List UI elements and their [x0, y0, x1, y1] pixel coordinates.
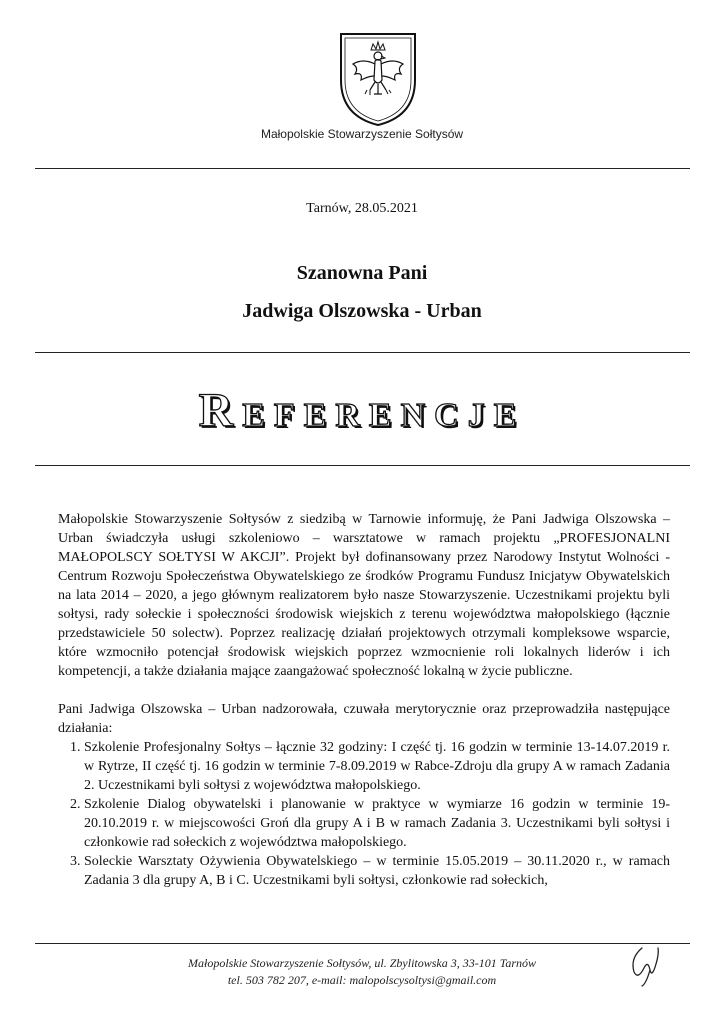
eagle-crest-logo [337, 28, 419, 128]
divider [35, 465, 690, 466]
organization-name: Małopolskie Stowarzyszenie Sołtysów [260, 127, 464, 141]
letter-date: Tarnów, 28.05.2021 [306, 201, 418, 216]
divider [35, 352, 690, 353]
footer-address: Małopolskie Stowarzyszenie Sołtysów, ul. Zbylitowska 3, 33-101 Tarnów [187, 956, 536, 970]
document-title: Referencje [198, 384, 526, 437]
list-item: 2. Szkolenie Dialog obywatelski i planowanie w praktyce w wymiarze 16 godzin w terminie 19-20.10.2019 r. w miejscowości Groń dla grupy A i B w ramach Zadania 3. Uczestnikami byli sołtysi i członkowie rad sołeckich z województwa małopolskiego. [84, 795, 670, 852]
footer-contact: tel. 503 782 207, e-mail: malopolscysoltysi@gmail.com [227, 973, 497, 987]
signature-initials [628, 944, 664, 988]
divider [35, 943, 690, 944]
activities-intro: Pani Jadwiga Olszowska – Urban nadzorowała, czuwała merytorycznie oraz przeprowadziła następujące działania: [58, 702, 670, 736]
intro-paragraph: Małopolskie Stowarzyszenie Sołtysów z siedzibą w Tarnowie informuję, że Pani Jadwiga Olszowska – Urban świadczyła usługi szkoleniowo – warsztatowe w ramach projektu „PROFESJONALNI MAŁOPOLSCY SOŁTYSI W AKCJI”. Projekt był dofinansowany przez Narodowy Instytut Wolności - Centrum Rozwoju Społeczeństwa Obywatelskiego ze środków Programu Fundusz Inicjatyw Obywatelskich na lata 2014 – 2020, a jego głównym realizatorem było nasze Stowarzyszenie. Uczestnikami projektu byli sołtysi, rady sołeckie i społeczności środowisk wiejskich z terenu województwa małopolskiego (łącznie przedstawiciele 50 solectw). Poprzez realizację działań projektowych otrzymali kompleksowe wsparcie, które wzmocniło potencjał środowisk wiejskich poprzez wzmocnienie roli lokalnych liderów i ich kompetencji, a także działania mające zaangażować społeczność lokalną w życie publiczne. [58, 512, 670, 679]
salutation-line: Szanowna Pani [296, 262, 428, 284]
recipient-name: Jadwiga Olszowska - Urban [242, 300, 482, 322]
letter-body [58, 510, 670, 890]
activities-list [58, 738, 670, 890]
list-item: 3. Soleckie Warsztaty Ożywienia Obywatelskiego – w terminie 15.05.2019 – 30.11.2020 r., w ramach Zadania 3 dla grupy A, B i C. Uczestnikami byli sołtysi, członkowie rad sołeckich, [84, 852, 670, 890]
divider [35, 168, 690, 169]
list-item: 1. Szkolenie Profesjonalny Sołtys – łącznie 32 godziny: I część tj. 16 godzin w terminie 13-14.07.2019 r. w Rytrze, II część tj. 16 godzin w terminie 7-8.09.2019 w Rabce-Zdroju dla grupy A w ramach Zadania 2. Uczestnikami byli sołtysi z województwa małopolskiego. [84, 738, 670, 795]
